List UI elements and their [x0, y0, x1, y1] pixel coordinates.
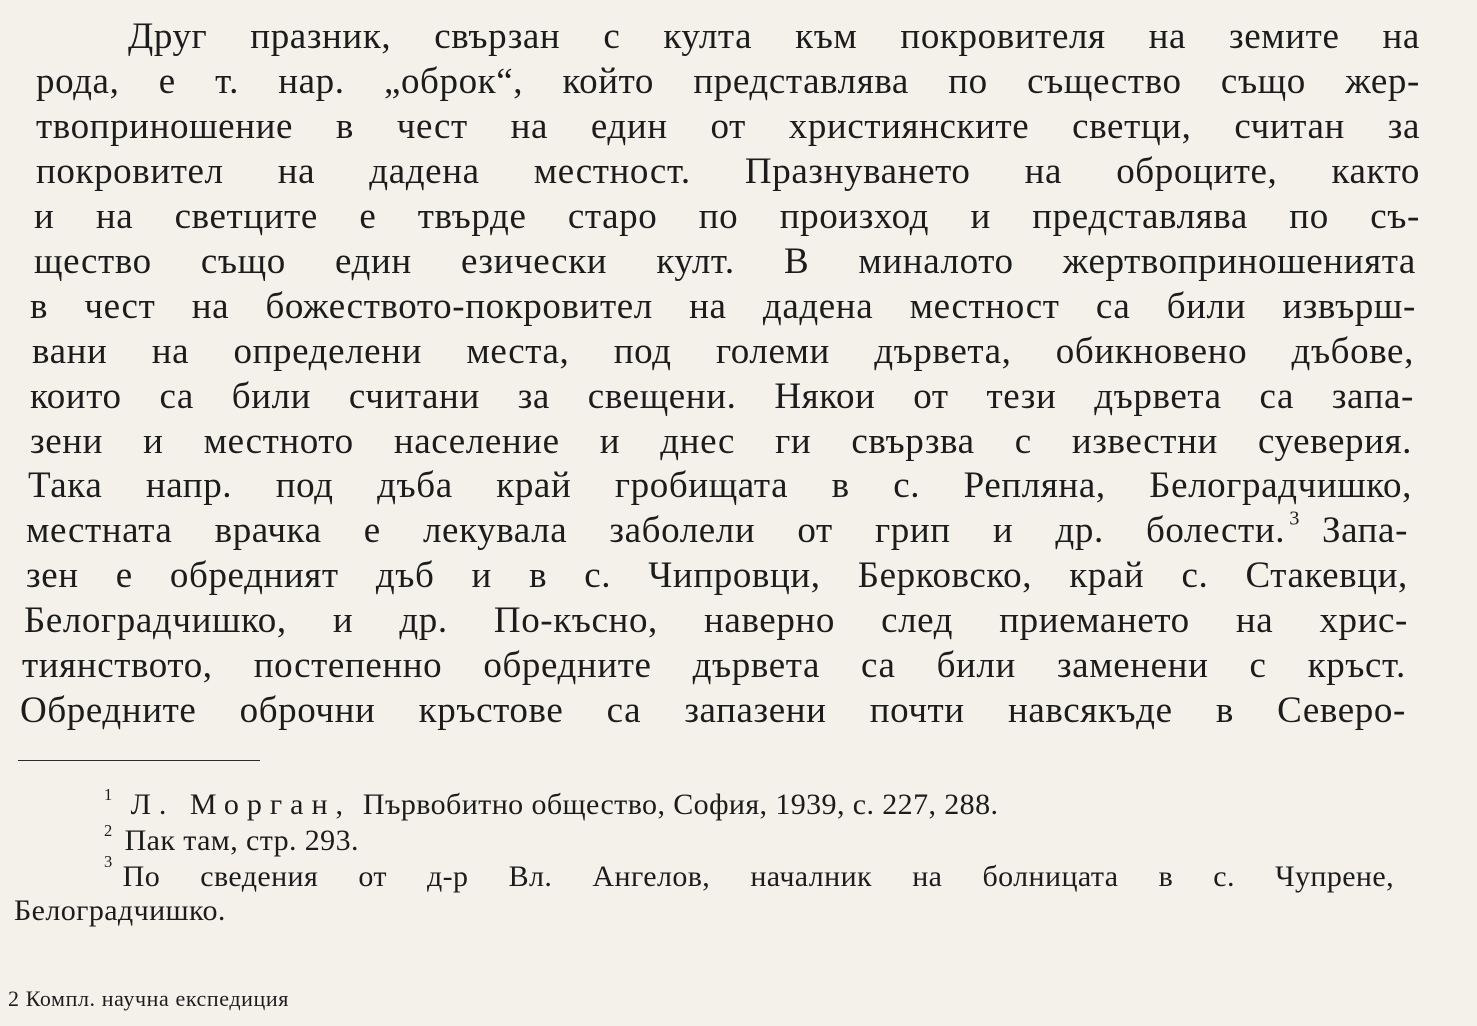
- word: в: [1158, 860, 1174, 893]
- footnote-3-number: 3: [104, 852, 113, 871]
- word: рода,: [36, 61, 120, 102]
- word: заболели: [609, 510, 756, 551]
- word: край: [496, 465, 572, 506]
- body-line-4: [36, 153, 1420, 190]
- body-line-11: [28, 467, 1412, 504]
- word: и: [34, 196, 55, 237]
- word: светци,: [1072, 106, 1192, 147]
- word: д-р: [426, 860, 469, 893]
- word: на: [510, 106, 549, 147]
- word: миналото: [858, 241, 1014, 282]
- word: езически: [460, 241, 608, 282]
- body-line-12-tail: Запа-: [1321, 510, 1408, 551]
- word: на: [277, 151, 316, 192]
- word: на: [912, 860, 943, 893]
- word: е: [359, 196, 377, 237]
- word: заменени: [1056, 645, 1209, 686]
- word: Репляна,: [963, 465, 1106, 506]
- word: жертвоприношенията: [1062, 241, 1416, 282]
- word: за: [1387, 106, 1420, 147]
- word: е: [115, 555, 133, 596]
- word: кръстове: [418, 690, 564, 731]
- word: днес: [660, 421, 736, 462]
- word: грип: [874, 510, 951, 551]
- word: в: [1215, 690, 1234, 731]
- word: в: [831, 465, 850, 506]
- word: са: [1259, 376, 1294, 417]
- word: са: [159, 376, 194, 417]
- word: Друг: [128, 16, 208, 57]
- word: от: [913, 376, 949, 417]
- word: и: [332, 600, 354, 641]
- footnote-3-continuation: Белоградчишко.: [14, 894, 226, 927]
- word: и: [599, 421, 621, 462]
- word: с: [603, 16, 621, 57]
- word: врачка: [214, 510, 322, 551]
- word: оброчни: [239, 690, 376, 731]
- word: с: [1014, 421, 1032, 462]
- body-line-10: [30, 423, 1412, 460]
- word: болести.: [1145, 510, 1286, 551]
- word: твоприношение: [36, 106, 294, 147]
- word: запазени: [684, 690, 827, 731]
- word: представлява: [693, 61, 909, 102]
- body-line-6: [34, 243, 1416, 280]
- footnote-1-text: Първобитно общество, София, 1939, с. 227, 288.: [362, 788, 999, 821]
- word: жер-: [1345, 61, 1420, 102]
- word: напр.: [145, 465, 233, 506]
- word: дадена: [369, 151, 480, 192]
- body-line-8: [32, 333, 1414, 370]
- word: навсякъде: [1007, 690, 1173, 731]
- word: Северо-: [1277, 690, 1406, 731]
- body-line-13: [26, 557, 1408, 594]
- word: по: [1289, 196, 1329, 237]
- word: също: [200, 241, 286, 282]
- word: с.: [1181, 555, 1209, 596]
- word: болницата: [982, 860, 1119, 893]
- word: тиянството,: [22, 645, 213, 686]
- word: обредният: [169, 555, 339, 596]
- signature-line: 2 Компл. научна експедиция: [8, 986, 290, 1011]
- word: нар.: [278, 61, 345, 102]
- word: от: [358, 860, 387, 893]
- word: и: [471, 555, 492, 596]
- word: В: [783, 241, 810, 282]
- footnote-1-author: Л. Морган,: [130, 788, 352, 821]
- word: след: [881, 600, 954, 641]
- word: по: [698, 196, 739, 237]
- word: оброците,: [1116, 151, 1278, 192]
- word: на: [191, 286, 230, 327]
- word: край: [1069, 555, 1145, 596]
- word: По: [122, 860, 161, 893]
- footnote-separator: [18, 760, 260, 761]
- body-line-12: [26, 507, 1408, 551]
- word: зени: [30, 421, 104, 462]
- body-line-15: [22, 647, 1406, 684]
- word: считан: [1234, 106, 1345, 147]
- word: били: [936, 645, 1016, 686]
- word: считани: [348, 376, 480, 417]
- word: съ-: [1370, 196, 1420, 237]
- word: сведения: [200, 860, 319, 893]
- word: под: [275, 465, 334, 506]
- word: началник: [750, 860, 873, 893]
- word: дъба: [377, 465, 453, 506]
- word: кръст.: [1307, 645, 1406, 686]
- word: обредните: [483, 645, 652, 686]
- word: суеверия.: [1257, 421, 1412, 462]
- word: зен: [26, 555, 79, 596]
- word: свещени.: [587, 376, 737, 417]
- word: от: [710, 106, 746, 147]
- word: на: [1024, 151, 1063, 192]
- word: култа: [663, 16, 753, 57]
- body-line-5: [34, 198, 1420, 235]
- body-line-3: [36, 108, 1420, 145]
- word: по: [948, 61, 988, 102]
- word: запа-: [1331, 376, 1414, 417]
- word: дъб: [375, 555, 435, 596]
- word: произход: [779, 196, 930, 237]
- footnote-ref-3: 3: [1289, 507, 1300, 530]
- word: вани: [32, 331, 108, 372]
- word: население: [393, 421, 560, 462]
- footnote-1: [104, 784, 999, 821]
- word: и: [970, 196, 991, 237]
- body-line-14: [24, 602, 1408, 639]
- word: местното: [203, 421, 354, 462]
- word: божеството-покровител: [265, 286, 653, 327]
- word: дървета: [1094, 376, 1222, 417]
- word: местност.: [533, 151, 691, 192]
- word: местност: [909, 286, 1060, 327]
- word: Обредните: [20, 690, 197, 731]
- word: др.: [1055, 510, 1104, 551]
- word: за: [517, 376, 550, 417]
- word: определени: [233, 331, 422, 372]
- word: др.: [399, 600, 448, 641]
- word: „оброк“,: [383, 61, 524, 102]
- body-line-2: [36, 63, 1420, 100]
- body-line-7: [30, 288, 1416, 325]
- word: са: [1095, 286, 1131, 327]
- word: както: [1331, 151, 1420, 192]
- word: култ.: [656, 241, 735, 282]
- word: обикновено: [1055, 331, 1248, 372]
- footnote-1-number: 1: [104, 784, 113, 804]
- word: свързва: [851, 421, 975, 462]
- word: в: [30, 286, 49, 327]
- word: дървета,: [874, 331, 1012, 372]
- word: лекувала: [422, 510, 568, 551]
- footnote-2-number: 2: [104, 820, 113, 840]
- word: с.: [584, 555, 612, 596]
- word: дадена: [762, 286, 874, 327]
- word: с.: [893, 465, 921, 506]
- body-line-9: [30, 378, 1414, 415]
- word: Белоградчишко,: [1149, 465, 1412, 506]
- word: светците: [174, 196, 318, 237]
- word: на: [95, 196, 134, 237]
- word: също: [1220, 61, 1306, 102]
- word: известни: [1071, 421, 1218, 462]
- word: Празнуването: [744, 151, 971, 192]
- word: на: [1382, 16, 1420, 57]
- word: Така: [28, 465, 103, 506]
- word: покровителя: [900, 16, 1106, 57]
- word: чест: [84, 286, 156, 327]
- word: Белоградчишко,: [24, 600, 287, 641]
- word: Чупрене,: [1275, 860, 1394, 893]
- word: ги: [775, 421, 812, 462]
- word: По-късно,: [493, 600, 658, 641]
- word: е: [158, 61, 176, 102]
- word: почти: [869, 690, 965, 731]
- word: които: [30, 376, 122, 417]
- word: хрис-: [1319, 600, 1408, 641]
- word: земите: [1229, 16, 1340, 57]
- word: приемането: [999, 600, 1190, 641]
- body-line-16: [20, 692, 1406, 729]
- word: празник,: [250, 16, 392, 57]
- word: старо: [567, 196, 658, 237]
- word: един: [590, 106, 668, 147]
- word: и: [992, 510, 1014, 551]
- footnote-3: [104, 852, 1394, 893]
- footnote-2-text: Пак там, стр. 293.: [124, 824, 359, 857]
- word: чест: [396, 106, 468, 147]
- word: Някои: [774, 376, 876, 417]
- word: на: [1148, 16, 1187, 57]
- word: местната: [26, 510, 173, 551]
- word: от: [797, 510, 833, 551]
- word: с: [1249, 645, 1267, 686]
- word: към: [795, 16, 858, 57]
- footnote-3-text: [123, 862, 1394, 892]
- word: който: [562, 61, 655, 102]
- word: били: [231, 376, 312, 417]
- word: под: [613, 331, 672, 372]
- word: на: [151, 331, 190, 372]
- word: дъбове,: [1291, 331, 1414, 372]
- word: постепенно: [253, 645, 443, 686]
- word: гробищата: [614, 465, 789, 506]
- word: т.: [215, 61, 239, 102]
- word: покровител: [36, 151, 224, 192]
- word: е: [363, 510, 381, 551]
- word: Берковско,: [857, 555, 1033, 596]
- body-line-12-text: [26, 512, 1285, 549]
- word: на: [1235, 600, 1274, 641]
- body-line-1: [128, 18, 1420, 55]
- word: представлява: [1032, 196, 1248, 237]
- word: Вл.: [508, 860, 553, 893]
- word: един: [335, 241, 412, 282]
- word: тези: [986, 376, 1057, 417]
- word: места,: [466, 331, 570, 372]
- word: християнските: [788, 106, 1030, 147]
- footnote-2: [104, 820, 359, 857]
- word: с.: [1213, 860, 1235, 893]
- word: дървета: [692, 645, 820, 686]
- word: свързан: [434, 16, 561, 57]
- word: същество: [1027, 61, 1182, 102]
- word: големи: [715, 331, 830, 372]
- word: наверно: [704, 600, 835, 641]
- word: Ангелов,: [592, 860, 711, 893]
- word: са: [861, 645, 896, 686]
- word: твърде: [417, 196, 527, 237]
- word: Чипровци,: [648, 555, 821, 596]
- word: в: [529, 555, 548, 596]
- word: на: [689, 286, 727, 327]
- word: и: [143, 421, 164, 462]
- word: Стакевци,: [1245, 555, 1408, 596]
- word: щество: [34, 241, 152, 282]
- word: били: [1166, 286, 1246, 327]
- word: са: [606, 690, 642, 731]
- word: в: [335, 106, 354, 147]
- word: извърш-: [1282, 286, 1416, 327]
